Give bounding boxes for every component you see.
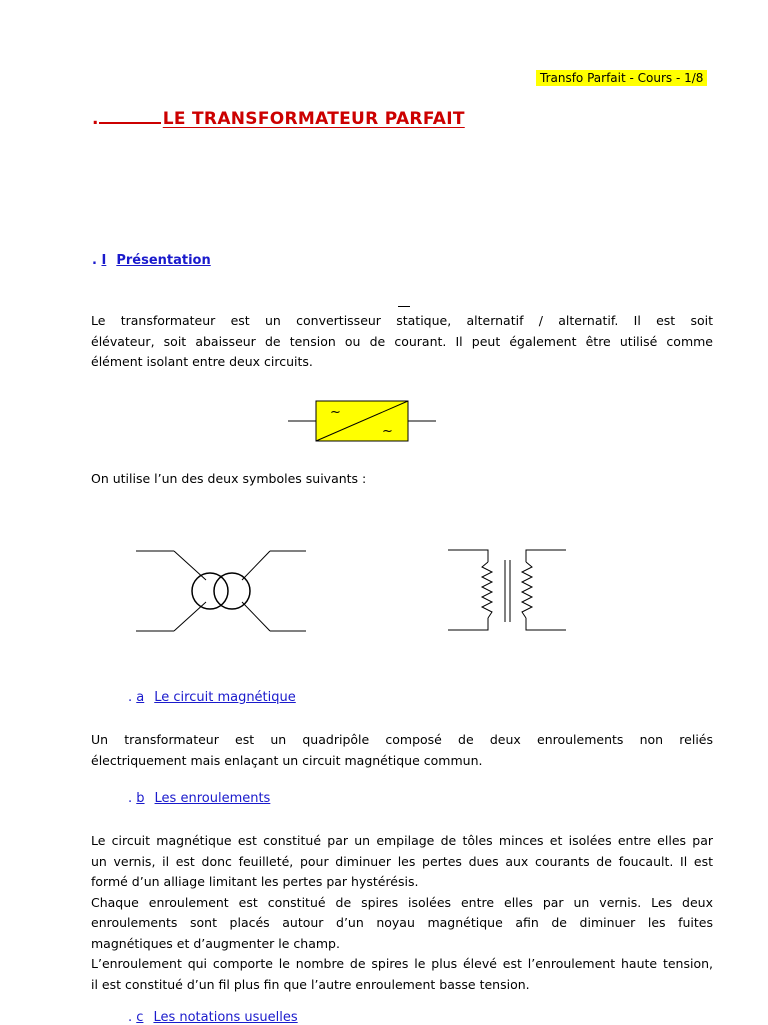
section-label: Présentation xyxy=(116,253,211,268)
subsection-prefix: . xyxy=(128,690,133,705)
subsection-prefix: . xyxy=(128,791,133,806)
symbols-intro-text: On utilise l’un des deux symboles suivants : xyxy=(91,471,367,486)
secondary-coil-zigzag xyxy=(522,562,532,618)
primary-coil-circle xyxy=(192,573,228,609)
subsection-number: a xyxy=(136,690,145,705)
para-a-line-2: électriquement mais enlaçant un circuit magnétique commun. xyxy=(91,752,483,768)
block-tilde-out: ~ xyxy=(382,424,393,439)
subsection-label: Les enroulements xyxy=(154,791,271,806)
paragraph-b xyxy=(91,831,713,995)
intro-line-2: élévateur, soit abaisseur de tension ou de courant. Il peut également être utilisé comme xyxy=(91,333,713,349)
primary-coil-zigzag xyxy=(482,562,492,618)
transformer-circles-symbol xyxy=(130,540,310,640)
intro-line-3: élément isolant entre deux circuits. xyxy=(91,354,313,369)
subsection-heading-a xyxy=(128,690,296,705)
subsection-number: b xyxy=(136,791,145,806)
para-b-line-6: magnétiques et d’augmenter le champ. xyxy=(91,935,340,951)
intro-line-1: Le transformateur est un convertisseur statique, alternatif / alternatif. Il est soit xyxy=(91,313,713,328)
subsection-heading-c xyxy=(128,1010,298,1025)
page-header-tag: Transfo Parfait - Cours - 1/8 xyxy=(536,70,707,86)
para-b-line-2: un vernis, il est donc feuilleté, pour diminuer les pertes dues aux courants de foucault. Il est xyxy=(91,853,713,869)
para-b-line-4: Chaque enroulement est constitué de spires isolées entre elles par un vernis. Les deux xyxy=(91,894,713,910)
section-prefix: . xyxy=(92,253,97,268)
title-underline-gap xyxy=(99,108,161,124)
para-b-line-1: Le circuit magnétique est constitué par un empilage de tôles minces et isolées entre elles par xyxy=(91,833,713,848)
secondary-coil-circle xyxy=(214,573,250,609)
para-b-line-8: il est constitué d’un fil plus fin que l’autre enroulement basse tension. xyxy=(91,976,530,992)
para-b-line-3: formé d’un alliage limitant les pertes par hystérésis. xyxy=(91,874,419,889)
para-a-line-1: Un transformateur est un quadripôle composé de deux enroulements non reliés xyxy=(91,732,713,747)
document-title xyxy=(92,108,465,129)
para-b-line-5: enroulements sont placés autour d’un noyau magnétique afin de diminuer les fuites xyxy=(91,915,713,930)
section-number: I xyxy=(101,253,107,268)
para-b-line-7: L’enroulement qui comporte le nombre de spires le plus élevé est l’enroulement haute tension, xyxy=(91,956,713,971)
subsection-prefix: . xyxy=(128,1010,133,1025)
subsection-number: c xyxy=(136,1010,144,1025)
intro-paragraph xyxy=(91,311,713,373)
transformer-coils-symbol xyxy=(444,540,572,640)
subsection-heading-b xyxy=(128,791,270,806)
section-heading-presentation xyxy=(92,253,211,268)
overline-mark xyxy=(398,306,410,307)
title-prefix: . xyxy=(92,109,99,129)
converter-block-symbol xyxy=(288,398,438,444)
subsection-label: Les notations usuelles xyxy=(153,1010,298,1025)
title-text: LE TRANSFORMATEUR PARFAIT xyxy=(162,109,465,129)
paragraph-a xyxy=(91,730,713,771)
subsection-label: Le circuit magnétique xyxy=(154,690,296,705)
block-tilde-in: ~ xyxy=(330,405,341,420)
